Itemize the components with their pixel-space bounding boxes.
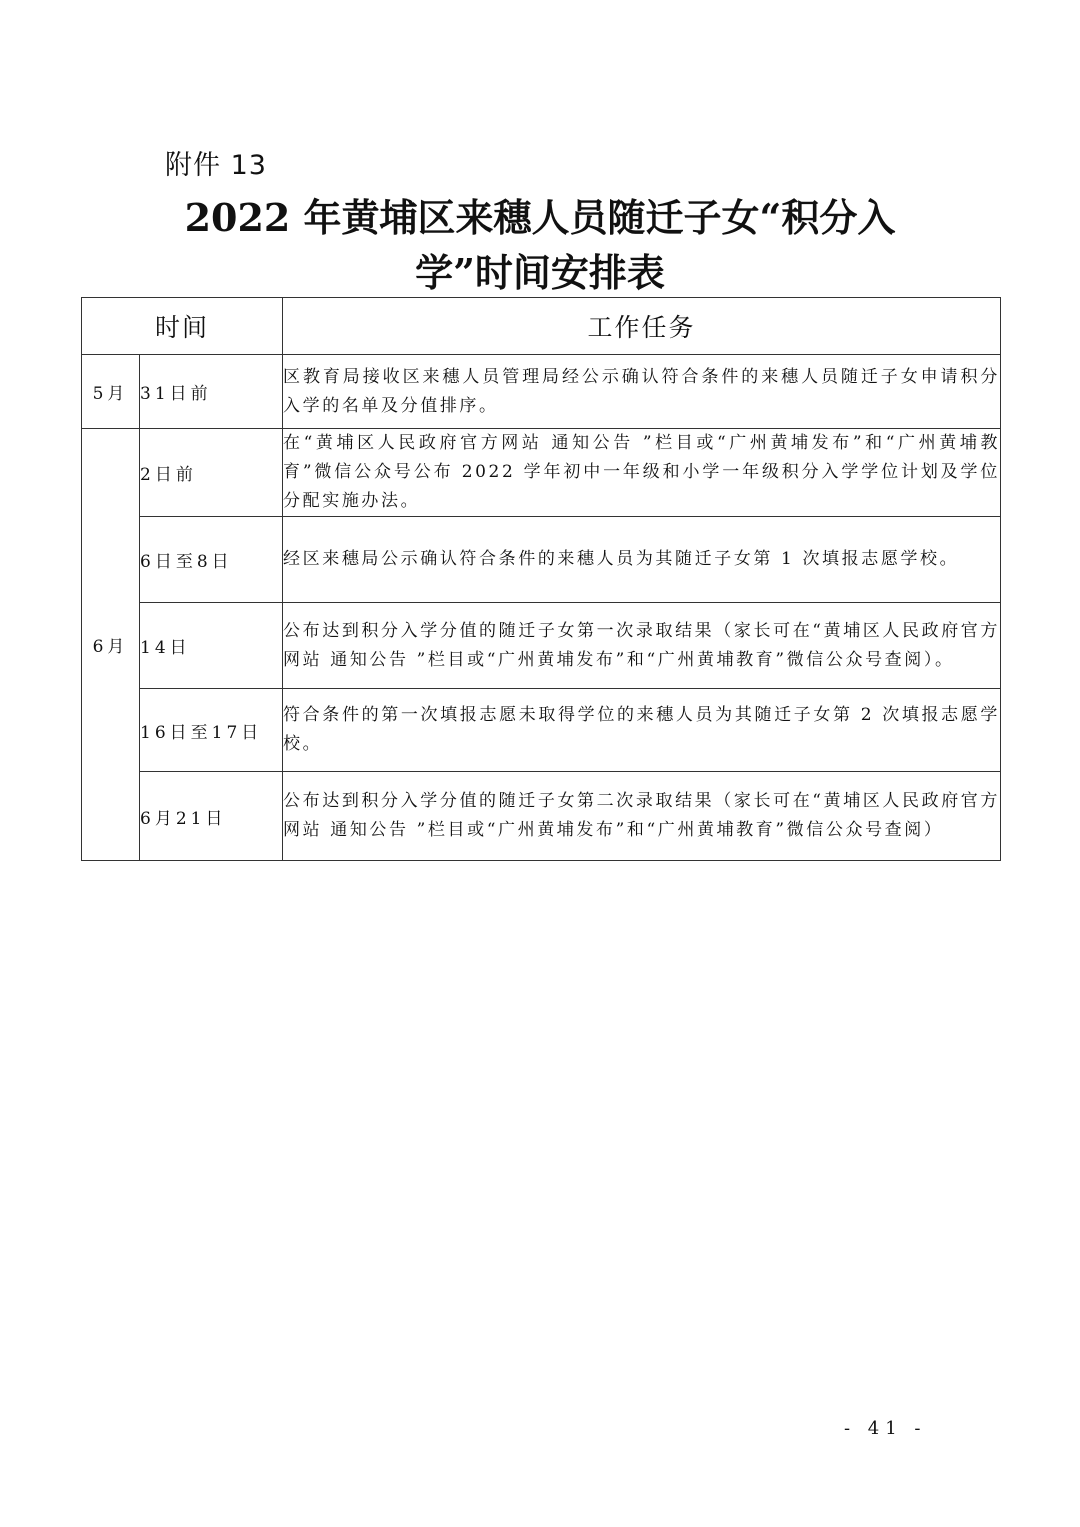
date-cell: 6日至8日 (140, 517, 283, 603)
table-row (82, 429, 1001, 517)
page-number: - 41 - (844, 1418, 927, 1439)
task-cell: 公布达到积分入学分值的随迁子女第一次录取结果（家长可在“黄埔区人民政府官方网站 通知公告 ”栏目或“广州黄埔发布”和“广州黄埔教育”微信公众号查阅）。 (283, 603, 1001, 689)
table-row (82, 689, 1001, 772)
header-task: 工作任务 (283, 298, 1001, 355)
table-header-row (82, 298, 1001, 355)
date-cell: 31日前 (140, 355, 283, 429)
document-title-line-1: 2022 年黄埔区来穗人员随迁子女“积分入 (184, 195, 896, 240)
table-row (82, 603, 1001, 689)
month-cell: 6月 (82, 429, 140, 861)
task-cell: 经区来穗局公示确认符合条件的来穗人员为其随迁子女第 1 次填报志愿学校。 (283, 517, 1001, 603)
document-title-line-2: 学”时间安排表 (415, 250, 665, 295)
date-cell: 16日至17日 (140, 689, 283, 772)
table-row (82, 517, 1001, 603)
date-cell: 2日前 (140, 429, 283, 517)
schedule-table (81, 297, 1001, 861)
table-row (82, 772, 1001, 861)
task-cell: 在“黄埔区人民政府官方网站 通知公告 ”栏目或“广州黄埔发布”和“广州黄埔教育”微信公众号公布 2022 学年初中一年级和小学一年级积分入学学位计划及学位分配实施办法。 (283, 429, 1001, 517)
attachment-label: 附件 13 (165, 150, 267, 181)
table-row (82, 355, 1001, 429)
task-cell: 公布达到积分入学分值的随迁子女第二次录取结果（家长可在“黄埔区人民政府官方网站 通知公告 ”栏目或“广州黄埔发布”和“广州黄埔教育”微信公众号查阅） (283, 772, 1001, 861)
month-cell: 5月 (82, 355, 140, 429)
date-cell: 6月21日 (140, 772, 283, 861)
date-cell: 14日 (140, 603, 283, 689)
task-cell: 区教育局接收区来穗人员管理局经公示确认符合条件的来穗人员随迁子女申请积分入学的名单及分值排序。 (283, 355, 1001, 429)
task-cell: 符合条件的第一次填报志愿未取得学位的来穗人员为其随迁子女第 2 次填报志愿学校。 (283, 689, 1001, 772)
header-time: 时间 (82, 298, 283, 355)
